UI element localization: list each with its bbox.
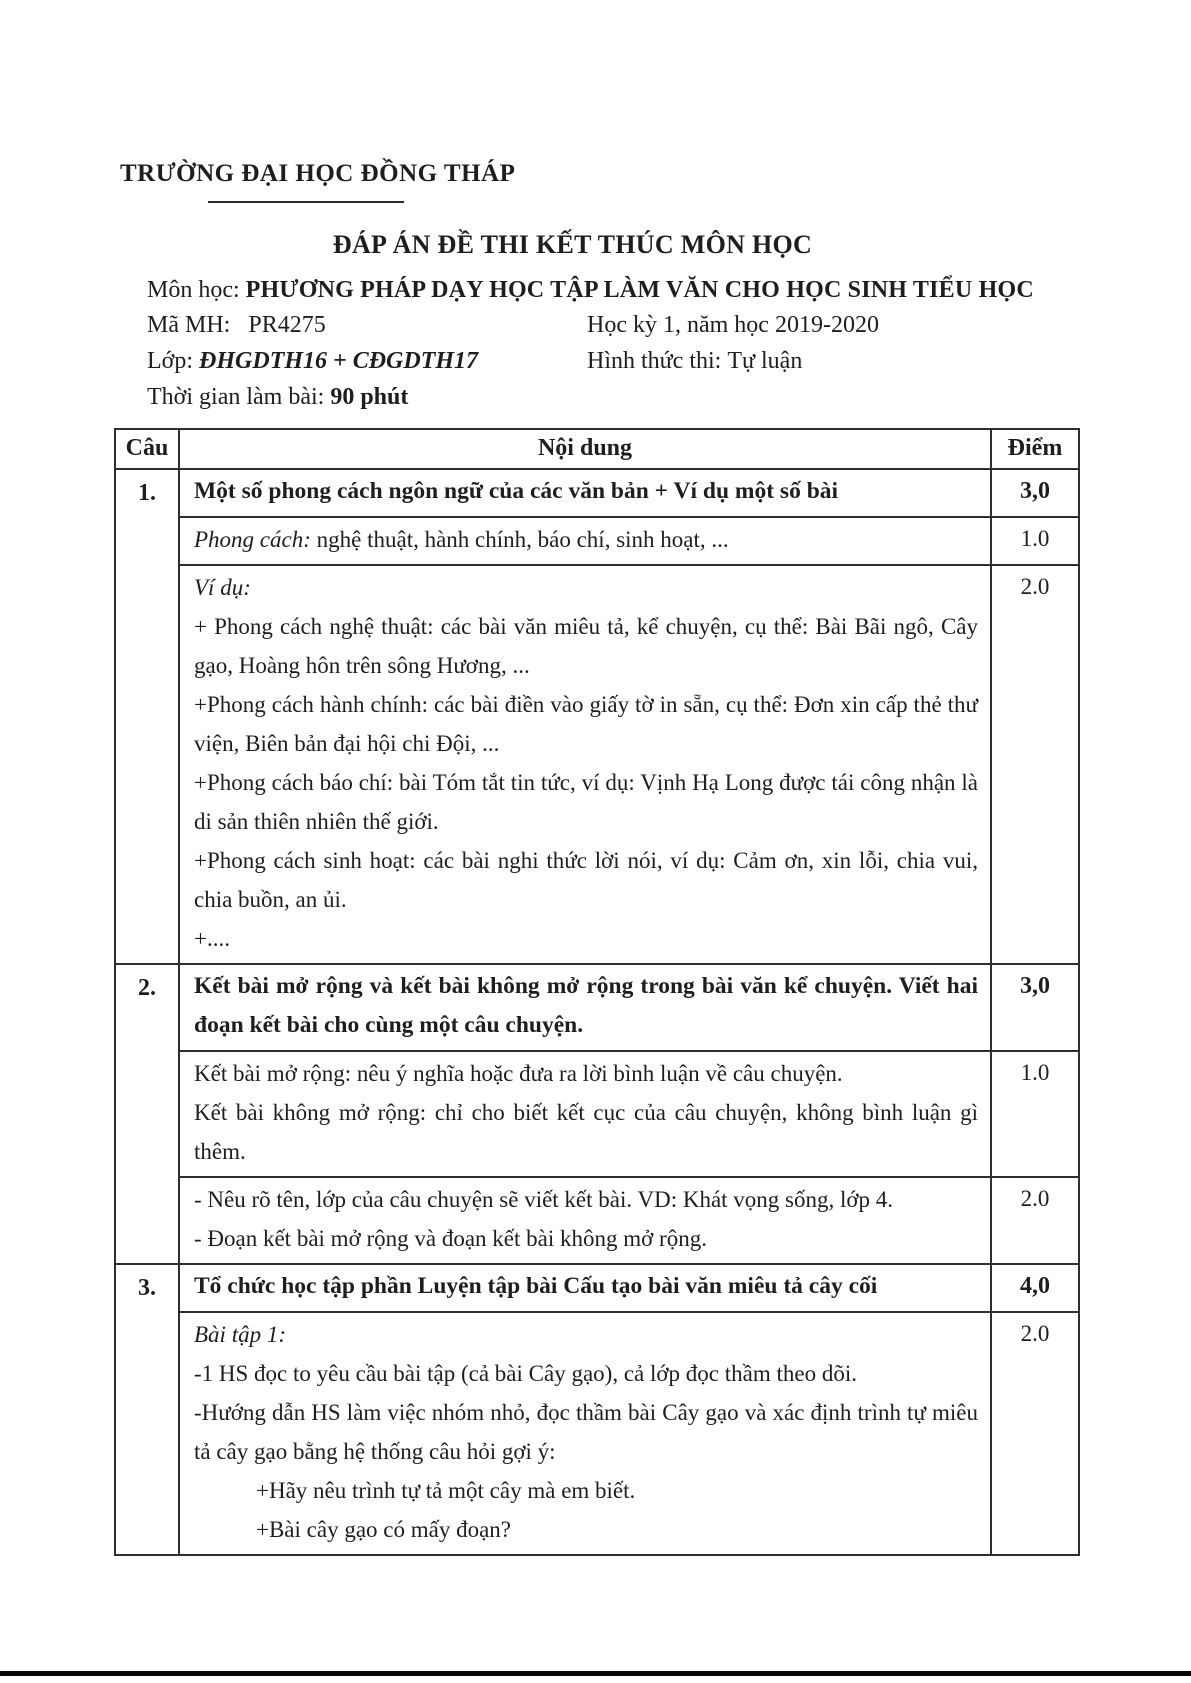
q2-requirements-cell (179, 1177, 991, 1264)
table-header-row (115, 429, 1079, 469)
q1-styles-row (115, 517, 1079, 565)
q3-task1-row (115, 1312, 1079, 1555)
q3-heading-row (115, 1264, 1079, 1312)
school-name: TRƯỜNG ĐẠI HỌC ĐỒNG THÁP (120, 160, 516, 187)
q1-example-more: +.... (194, 926, 230, 951)
q3-heading: Tổ chức học tập phần Luyện tập bài Cấu tạo bài văn miêu tả cây cối (179, 1264, 991, 1312)
column-header-score: Điểm (991, 429, 1079, 469)
q3-step-1: -1 HS đọc to yêu cầu bài tập (cả bài Cây gạo), cả lớp đọc thầm theo dõi. (194, 1361, 857, 1386)
q3-step-2: -Hướng dẫn HS làm việc nhóm nhỏ, đọc thầm bài Cây gạo và xác định trình tự miêu tả cây gạo bằng hệ thống câu hỏi gợi ý: (194, 1400, 978, 1464)
exam-form-text (587, 343, 802, 379)
info-row-code-semester (147, 307, 1191, 343)
q1-example-art: + Phong cách nghệ thuật: các bài văn miêu tả, kể chuyện, cụ thể: Bài Bãi ngô, Cây gạo, Hoàng hôn trên sông Hương, ... (194, 614, 978, 678)
q2-definition-open: Kết bài mở rộng: nêu ý nghĩa hoặc đưa ra lời bình luận về câu chuyện. (194, 1061, 843, 1086)
q1-heading-row (115, 469, 1079, 517)
q1-heading: Một số phong cách ngôn ngữ của các văn bản + Ví dụ một số bài (179, 469, 991, 517)
q1-example-press: +Phong cách báo chí: bài Tóm tắt tin tức, ví dụ: Vịnh Hạ Long được tái công nhận là di sản thiên nhiên thế giới. (194, 770, 978, 834)
exam-form-label: Hình thức thi: (587, 348, 722, 374)
answer-key-table (114, 428, 1080, 1556)
q2-requirement-1: - Nêu rõ tên, lớp của câu chuyện sẽ viết kết bài. VD: Khát vọng sống, lớp 4. (194, 1187, 894, 1212)
q1-examples-cell (179, 565, 991, 964)
q3-number: 3. (115, 1264, 179, 1555)
q2-definition-closed: Kết bài không mở rộng: chỉ cho biết kết cục của câu chuyện, không bình luận gì thêm. (194, 1100, 978, 1164)
duration-label: Thời gian làm bài: (147, 384, 325, 410)
column-header-content: Nội dung (179, 429, 991, 469)
exam-form-value: Tự luận (727, 348, 803, 374)
q2-requirements-row (115, 1177, 1079, 1264)
subject-label: Môn học: (147, 277, 240, 303)
scan-edge-line (0, 1671, 1191, 1676)
q1-total-score: 3,0 (991, 469, 1079, 517)
q2-number: 2. (115, 964, 179, 1264)
q3-task1-score: 2.0 (991, 1312, 1079, 1555)
semester-text: Học kỳ 1, năm học 2019-2020 (587, 312, 879, 338)
duration-value: 90 phút (330, 384, 409, 410)
q1-styles-lead: Phong cách: (194, 527, 311, 552)
info-row-class-form (147, 343, 1191, 379)
q2-definitions-score: 1.0 (991, 1051, 1079, 1177)
q2-definitions-row (115, 1051, 1079, 1177)
column-header-question: Câu (115, 429, 179, 469)
info-row-duration (147, 379, 1191, 415)
q2-heading-row (115, 964, 1079, 1051)
q1-styles-text: Phong cách: nghệ thuật, hành chính, báo chí, sinh hoạt, ... (194, 527, 729, 552)
q1-number: 1. (115, 469, 179, 964)
q2-requirements-score: 2.0 (991, 1177, 1079, 1264)
q1-styles-score: 1.0 (991, 517, 1079, 565)
q3-subquestion-1: +Hãy nêu trình tự tả một cây mà em biết. (256, 1478, 636, 1503)
q2-requirement-2: - Đoạn kết bài mở rộng và đoạn kết bài không mở rộng. (194, 1226, 707, 1251)
course-code-label: Mã MH: (147, 312, 231, 338)
q3-task1-cell (179, 1312, 991, 1555)
class-label: Lớp: (147, 348, 194, 374)
document-title: ĐÁP ÁN ĐỀ THI KẾT THÚC MÔN HỌC (332, 230, 813, 259)
q1-example-admin: +Phong cách hành chính: các bài điền vào giấy tờ in sẵn, cụ thể: Đơn xin cấp thẻ thư viện, Biên bản đại hội chi Đội, ... (194, 692, 978, 756)
q1-styles-cell (179, 517, 991, 565)
school-underline-rule (208, 201, 404, 203)
q3-task1-lead: Bài tập 1: (194, 1322, 286, 1347)
q2-heading: Kết bài mở rộng và kết bài không mở rộng trong bài văn kể chuyện. Viết hai đoạn kết bài cho cùng một câu chuyện. (179, 964, 991, 1051)
q1-examples-score: 2.0 (991, 565, 1079, 964)
subject-name: PHƯƠNG PHÁP DẠY HỌC TẬP LÀM VĂN CHO HỌC SINH TIỂU HỌC (245, 277, 1034, 303)
q1-example-daily: +Phong cách sinh hoạt: các bài nghi thức lời nói, ví dụ: Cảm ơn, xin lỗi, chia vui, chia buồn, an ủi. (194, 848, 978, 912)
q3-subquestion-2: +Bài cây gạo có mấy đoạn? (256, 1517, 512, 1542)
subject-line (147, 273, 1191, 307)
q1-examples-lead: Ví dụ: (194, 575, 251, 600)
course-code-value: PR4275 (248, 312, 326, 338)
q2-definitions-cell (179, 1051, 991, 1177)
q1-examples-row (115, 565, 1079, 964)
class-value: ĐHGDTH16 + CĐGDTH17 (199, 348, 479, 374)
q3-total-score: 4,0 (991, 1264, 1079, 1312)
q2-total-score: 3,0 (991, 964, 1079, 1051)
